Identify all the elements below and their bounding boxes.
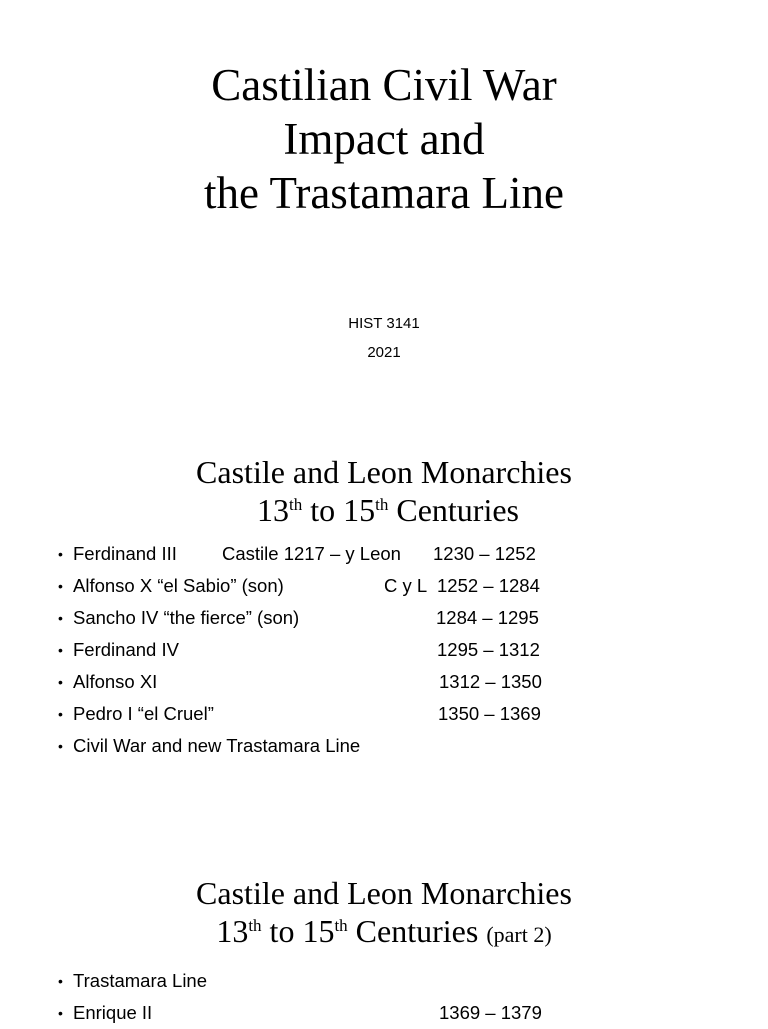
slide2-heading-sup2: th bbox=[375, 495, 389, 514]
monarch-name: Enrique II bbox=[73, 1002, 153, 1023]
list-item bbox=[58, 730, 738, 762]
monarch-name: Trastamara Line bbox=[73, 970, 208, 991]
slide3-heading-note: (part 2) bbox=[486, 922, 552, 947]
reign-years: 1252 – 1284 bbox=[437, 575, 540, 596]
course-code: HIST 3141 bbox=[348, 315, 420, 332]
slide3-heading-to: to bbox=[269, 913, 295, 949]
monarch-name: Alfonso XI bbox=[73, 671, 158, 692]
slide3-heading bbox=[0, 874, 768, 954]
bullet-dot: • bbox=[58, 610, 63, 626]
bullet-dot: • bbox=[58, 973, 63, 989]
slide3-heading-sup1: th bbox=[248, 916, 262, 935]
reign-years: 1230 – 1252 bbox=[433, 543, 536, 564]
slide2-heading-to: to bbox=[310, 492, 336, 528]
slide3-heading-line2 bbox=[0, 912, 768, 954]
list-item bbox=[58, 698, 738, 730]
bullet-dot: • bbox=[58, 546, 63, 562]
list-item bbox=[58, 570, 738, 602]
monarch-name: Ferdinand IV bbox=[73, 639, 179, 660]
bullet-dot: • bbox=[58, 738, 63, 754]
title-slide-title bbox=[0, 58, 768, 220]
slide2-heading-num1: 13 bbox=[257, 492, 289, 528]
bullet-dot: • bbox=[58, 1005, 63, 1021]
list-item bbox=[58, 666, 738, 698]
slide3-heading-sup2: th bbox=[334, 916, 348, 935]
reign-detail: C y L bbox=[384, 575, 428, 596]
list-item bbox=[58, 602, 738, 634]
reign-years: 1295 – 1312 bbox=[437, 639, 540, 660]
bullet-dot: • bbox=[58, 578, 63, 594]
slide2-heading-num2: 15 bbox=[343, 492, 376, 528]
slide2-bullet-list bbox=[58, 538, 738, 762]
slide2-heading-line1: Castile and Leon Monarchies bbox=[196, 454, 572, 490]
reign-years: 1350 – 1369 bbox=[438, 703, 541, 724]
slide3-bullet-list bbox=[58, 965, 738, 1029]
monarch-name: Alfonso X “el Sabio” (son) bbox=[73, 575, 284, 596]
monarch-name: Pedro I “el Cruel” bbox=[73, 703, 214, 724]
title-line-2: Impact and bbox=[283, 114, 485, 164]
slide2-heading bbox=[0, 453, 768, 529]
slide2-heading-line2 bbox=[0, 491, 768, 529]
list-item bbox=[58, 965, 738, 997]
slide3-heading-line1: Castile and Leon Monarchies bbox=[196, 875, 572, 911]
monarch-name: Ferdinand III bbox=[73, 543, 177, 564]
monarch-name: Civil War and new Trastamara Line bbox=[73, 735, 361, 756]
monarch-name: Sancho IV “the fierce” (son) bbox=[73, 607, 300, 628]
course-year: 2021 bbox=[367, 344, 401, 361]
bullet-dot: • bbox=[58, 642, 63, 658]
title-line-1: Castilian Civil War bbox=[211, 60, 557, 110]
slide3-heading-num2: 15 bbox=[302, 913, 335, 949]
title-line-3: the Trastamara Line bbox=[204, 168, 564, 218]
slide2-heading-sup1: th bbox=[289, 495, 303, 514]
list-item bbox=[58, 997, 738, 1029]
slide3-heading-word: Centuries bbox=[355, 913, 479, 949]
bullet-dot: • bbox=[58, 674, 63, 690]
reign-years: 1369 – 1379 bbox=[439, 1002, 542, 1023]
list-item bbox=[58, 634, 738, 666]
bullet-dot: • bbox=[58, 706, 63, 722]
reign-years: 1312 – 1350 bbox=[439, 671, 542, 692]
reign-detail: Castile 1217 – y Leon bbox=[222, 543, 401, 564]
slide3-heading-num1: 13 bbox=[216, 913, 249, 949]
reign-years: 1284 – 1295 bbox=[436, 607, 539, 628]
slide2-heading-word: Centuries bbox=[396, 492, 519, 528]
list-item bbox=[58, 538, 738, 570]
